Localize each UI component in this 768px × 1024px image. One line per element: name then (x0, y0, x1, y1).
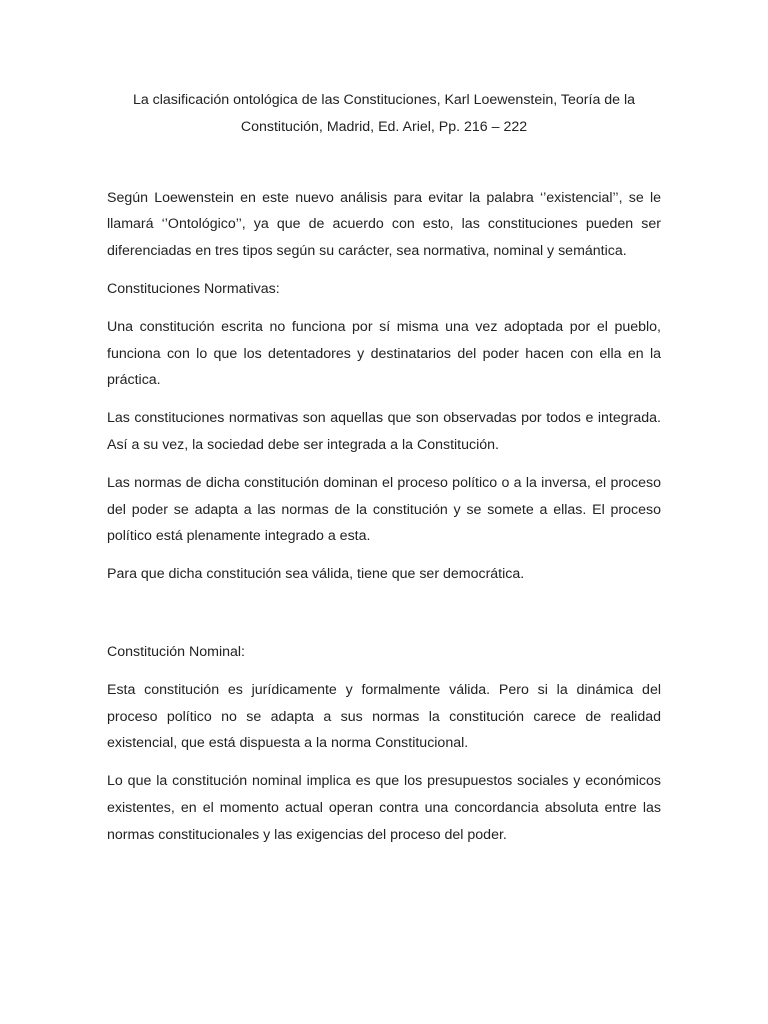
title-line-1: La clasificación ontológica de las Constituciones, Karl Loewenstein, Teoría de la (132, 92, 636, 108)
spacer (107, 141, 661, 185)
paragraph: Una constitución escrita no funciona por sí misma una vez adoptada por el pueblo, funciona con lo que los detentadores y destinatarios del poder hacen con ella en la práctica. (107, 318, 661, 389)
paragraph: Esta constitución es jurídicamente y formalmente válida. Pero si la dinámica del proceso político no se adapta a sus normas la constitución carece de realidad existencial, que está dispuesta a la norma Constitucional. (107, 681, 661, 752)
section-heading-normativas: Constituciones Normativas: (107, 280, 280, 297)
paragraph: Lo que la constitución nominal implica es que los presupuestos sociales y económicos existentes, en el momento actual operan contra una concordancia absoluta entre las normas constitucionales y las exigencias del proceso del poder. (107, 773, 661, 843)
title-line-2: Constitución, Madrid, Ed. Ariel, Pp. 216 – 222 (240, 118, 528, 135)
intro-paragraph: Según Loewenstein en este nuevo análisis para evitar la palabra ‘’existencial’’, se le llamará ‘’Ontológico’’, ya que de acuerdo con esto, las constituciones pueden ser diferenciadas en tres tipos según su carácter, sea normativa, nominal y semántica. (107, 189, 661, 260)
paragraph: Las normas de dicha constitución dominan el proceso político o a la inversa, el proceso del poder se adapta a las normas de la constitución y se somete a ellas. El proceso político está plenamente integrado a esta. (107, 474, 661, 545)
section-heading-nominal: Constitución Nominal: (107, 643, 245, 660)
document-title (97, 87, 671, 141)
paragraph: Las constituciones normativas son aquellas que son observadas por todos e integrada. Así a su vez, la sociedad debe ser integrada a la Constitución. (107, 410, 661, 453)
spacer (107, 599, 661, 639)
paragraph: Para que dicha constitución sea válida, tiene que ser democrática. (107, 566, 525, 583)
document-content (107, 87, 661, 860)
